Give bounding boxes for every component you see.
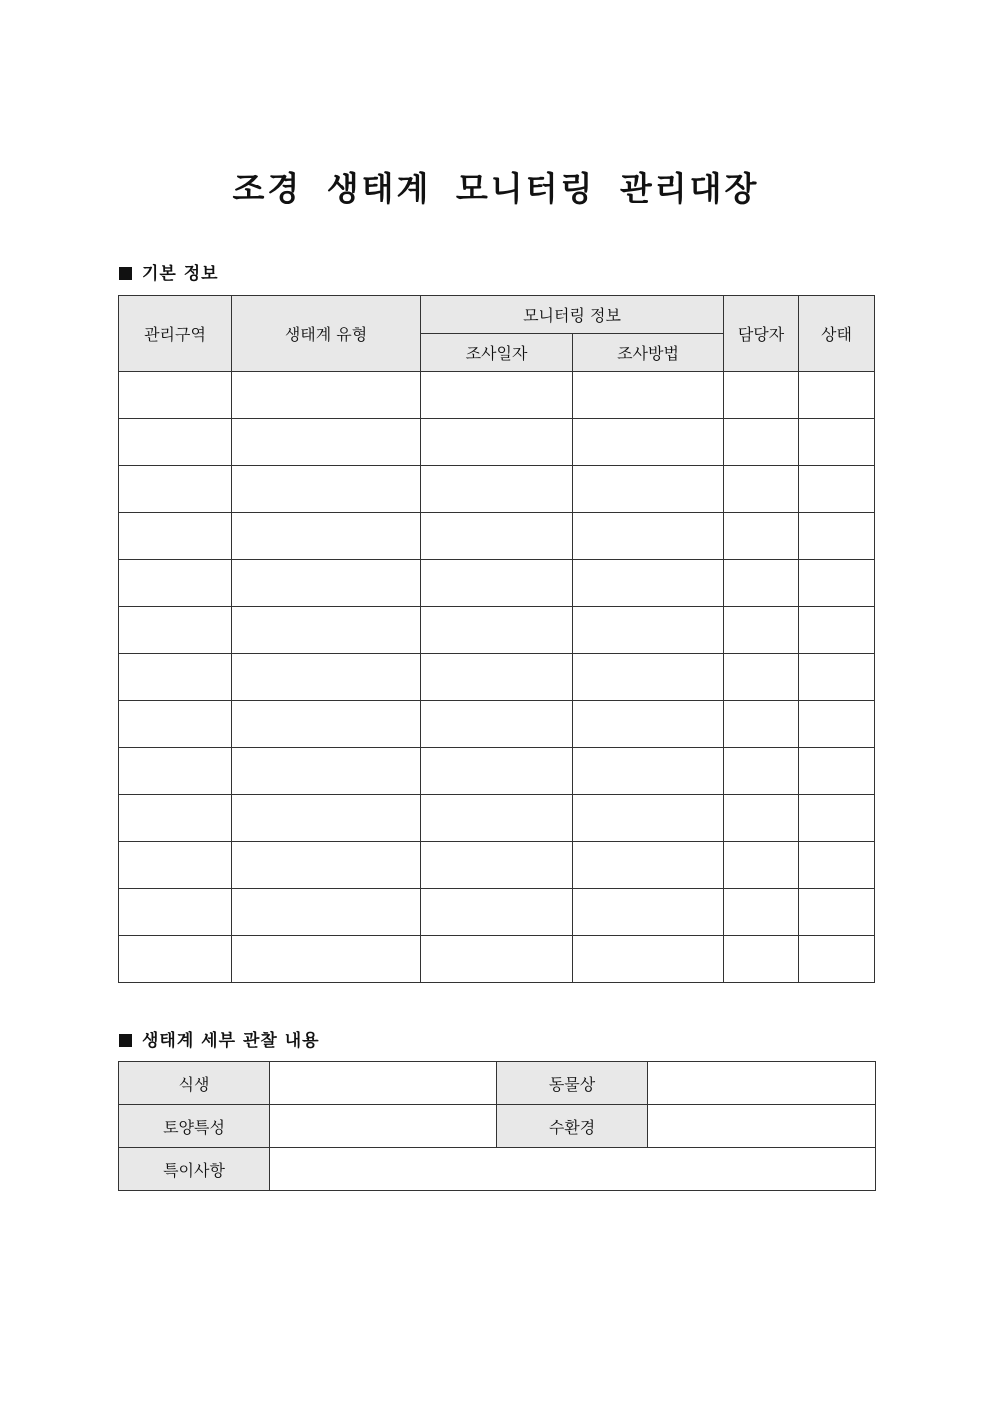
section-heading-text: 기본 정보 [142, 264, 219, 284]
cell-eco-type[interactable] [232, 795, 421, 842]
cell-survey-date[interactable] [421, 795, 573, 842]
cell-survey-method[interactable] [573, 795, 724, 842]
cell-survey-date[interactable] [421, 654, 573, 701]
cell-survey-date[interactable] [421, 936, 573, 983]
header-zone: 관리구역 [119, 296, 232, 372]
cell-zone[interactable] [119, 607, 232, 654]
cell-survey-method[interactable] [573, 654, 724, 701]
header-manager: 담당자 [724, 296, 799, 372]
header-monitoring: 모니터링 정보 [421, 296, 724, 334]
table-row [119, 372, 875, 419]
input-water[interactable] [648, 1105, 876, 1148]
cell-eco-type[interactable] [232, 419, 421, 466]
cell-manager[interactable] [724, 795, 799, 842]
input-soil[interactable] [270, 1105, 497, 1148]
header-survey-method: 조사방법 [573, 334, 724, 372]
cell-survey-date[interactable] [421, 701, 573, 748]
cell-status[interactable] [799, 842, 875, 889]
cell-zone[interactable] [119, 936, 232, 983]
table-row [119, 842, 875, 889]
cell-manager[interactable] [724, 701, 799, 748]
cell-eco-type[interactable] [232, 842, 421, 889]
cell-status[interactable] [799, 466, 875, 513]
label-notes: 특이사항 [119, 1148, 270, 1191]
cell-status[interactable] [799, 419, 875, 466]
label-vegetation: 식생 [119, 1062, 270, 1105]
section-heading-basic-info [119, 259, 219, 284]
cell-zone[interactable] [119, 795, 232, 842]
cell-zone[interactable] [119, 513, 232, 560]
cell-manager[interactable] [724, 513, 799, 560]
cell-eco-type[interactable] [232, 889, 421, 936]
cell-status[interactable] [799, 654, 875, 701]
cell-eco-type[interactable] [232, 936, 421, 983]
square-bullet-icon [119, 267, 132, 280]
cell-manager[interactable] [724, 560, 799, 607]
input-fauna[interactable] [648, 1062, 876, 1105]
cell-eco-type[interactable] [232, 513, 421, 560]
cell-zone[interactable] [119, 419, 232, 466]
cell-survey-date[interactable] [421, 607, 573, 654]
cell-survey-method[interactable] [573, 466, 724, 513]
cell-zone[interactable] [119, 372, 232, 419]
page-title: 조경 생태계 모니터링 관리대장 [232, 169, 760, 208]
cell-status[interactable] [799, 372, 875, 419]
cell-manager[interactable] [724, 842, 799, 889]
cell-zone[interactable] [119, 889, 232, 936]
cell-survey-method[interactable] [573, 513, 724, 560]
input-vegetation[interactable] [270, 1062, 497, 1105]
cell-survey-method[interactable] [573, 842, 724, 889]
header-eco-type: 생태계 유형 [232, 296, 421, 372]
cell-eco-type[interactable] [232, 748, 421, 795]
cell-status[interactable] [799, 701, 875, 748]
cell-status[interactable] [799, 936, 875, 983]
cell-zone[interactable] [119, 701, 232, 748]
cell-survey-date[interactable] [421, 842, 573, 889]
cell-eco-type[interactable] [232, 372, 421, 419]
cell-manager[interactable] [724, 372, 799, 419]
table-row [119, 701, 875, 748]
cell-survey-method[interactable] [573, 748, 724, 795]
cell-eco-type[interactable] [232, 607, 421, 654]
cell-survey-date[interactable] [421, 466, 573, 513]
cell-status[interactable] [799, 560, 875, 607]
table-row [119, 466, 875, 513]
cell-manager[interactable] [724, 748, 799, 795]
table-row [119, 936, 875, 983]
cell-zone[interactable] [119, 654, 232, 701]
cell-survey-method[interactable] [573, 889, 724, 936]
cell-status[interactable] [799, 607, 875, 654]
table-row [119, 748, 875, 795]
table-row [119, 419, 875, 466]
cell-zone[interactable] [119, 466, 232, 513]
label-soil: 토양특성 [119, 1105, 270, 1148]
cell-zone[interactable] [119, 842, 232, 889]
detail-observation-table [118, 1061, 876, 1191]
cell-manager[interactable] [724, 466, 799, 513]
cell-survey-method[interactable] [573, 701, 724, 748]
label-fauna: 동물상 [497, 1062, 648, 1105]
table-row [119, 560, 875, 607]
table-row [119, 513, 875, 560]
section-heading-text: 생태계 세부 관찰 내용 [142, 1031, 320, 1051]
cell-survey-method[interactable] [573, 419, 724, 466]
cell-survey-date[interactable] [421, 419, 573, 466]
table-row [119, 607, 875, 654]
cell-survey-date[interactable] [421, 372, 573, 419]
cell-status[interactable] [799, 795, 875, 842]
table-row [119, 654, 875, 701]
cell-manager[interactable] [724, 654, 799, 701]
cell-zone[interactable] [119, 560, 232, 607]
cell-eco-type[interactable] [232, 560, 421, 607]
cell-manager[interactable] [724, 889, 799, 936]
header-status: 상태 [799, 296, 875, 372]
cell-survey-method[interactable] [573, 936, 724, 983]
square-bullet-icon [119, 1034, 132, 1047]
header-survey-date: 조사일자 [421, 334, 573, 372]
cell-survey-date[interactable] [421, 748, 573, 795]
table-row [119, 795, 875, 842]
cell-eco-type[interactable] [232, 466, 421, 513]
label-water: 수환경 [497, 1105, 648, 1148]
cell-survey-method[interactable] [573, 560, 724, 607]
cell-status[interactable] [799, 513, 875, 560]
cell-manager[interactable] [724, 936, 799, 983]
cell-status[interactable] [799, 889, 875, 936]
cell-survey-date[interactable] [421, 889, 573, 936]
basic-info-table [118, 295, 875, 983]
section-heading-detail [119, 1026, 320, 1051]
cell-survey-date[interactable] [421, 560, 573, 607]
table-row [119, 889, 875, 936]
cell-zone[interactable] [119, 748, 232, 795]
cell-eco-type[interactable] [232, 654, 421, 701]
cell-eco-type[interactable] [232, 701, 421, 748]
cell-survey-date[interactable] [421, 513, 573, 560]
cell-survey-method[interactable] [573, 607, 724, 654]
cell-manager[interactable] [724, 607, 799, 654]
input-notes[interactable] [270, 1148, 876, 1191]
cell-survey-method[interactable] [573, 372, 724, 419]
cell-status[interactable] [799, 748, 875, 795]
cell-manager[interactable] [724, 419, 799, 466]
